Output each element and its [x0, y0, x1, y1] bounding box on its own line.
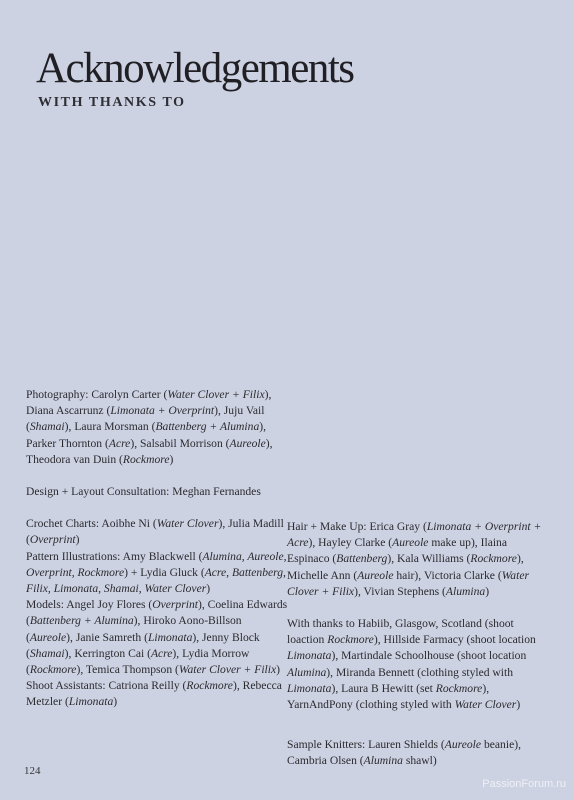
- credit-text: ), Lydia Morrow (: [26, 646, 250, 677]
- credit-project-name: Rockmore: [122, 452, 170, 466]
- credit-photography: [26, 387, 288, 468]
- credit-text: ), Hiroko Aono-Billson (: [26, 614, 242, 644]
- credit-text: Photography: Carolyn Carter (: [26, 388, 168, 401]
- credit-text: ), Vivian Stephens (: [354, 584, 446, 598]
- credit-project-name: Alumina: [363, 754, 403, 768]
- credit-text: ), Diana Ascarrunz (: [26, 388, 272, 418]
- credit-project-name: Alumina, Aureole, Overprint, Rockmore: [26, 549, 287, 579]
- credit-project-name: Battenberg + Alumina: [29, 614, 134, 628]
- credit-text: ): [516, 698, 521, 712]
- credit-models: [26, 597, 288, 678]
- credit-text: ): [276, 663, 281, 677]
- credit-project-name: Rockmore: [29, 663, 77, 677]
- credit-project-name: Water Clover + Filix: [178, 663, 277, 677]
- credit-shoot-assistants: [26, 678, 288, 710]
- credit-text: ), Parker Thornton (: [26, 420, 267, 450]
- credit-project-name: Water Clover + Filix: [167, 388, 265, 401]
- credit-project-name: Rockmore: [186, 679, 233, 693]
- credit-project-name: Acre: [108, 436, 131, 450]
- credit-project-name: Overprint: [152, 598, 198, 612]
- credit-text: ), Salsabil Morrison (: [130, 436, 230, 450]
- credits-right-column: [287, 519, 549, 770]
- credit-project-name: Aureole: [357, 568, 394, 582]
- credit-project-name: Battenberg + Alumina: [155, 420, 260, 434]
- credit-text: ): [113, 695, 118, 709]
- credit-text: ), Martindale Schoolhouse (shoot location: [331, 649, 527, 663]
- credit-locations-thanks: [287, 616, 549, 713]
- page-subtitle: WITH THANKS TO: [38, 95, 186, 110]
- credit-text: ), Miranda Bennett (clothing styled with: [326, 665, 514, 679]
- credit-project-name: Water Clover: [156, 517, 219, 531]
- credit-project-name: Water Clover: [454, 698, 517, 712]
- credit-text: ), Kala Williams (: [387, 552, 471, 566]
- credit-project-name: Aureole: [229, 436, 266, 450]
- credit-sample-knitters: [287, 737, 549, 769]
- credit-text: Crochet Charts: Aoibhe Ni (: [26, 517, 157, 531]
- credit-text: ), Rebecca Metzler (: [26, 679, 282, 709]
- credit-text: ), Theodora van Duin (: [26, 436, 273, 466]
- credit-project-name: Acre: [150, 646, 173, 660]
- credit-project-name: Aureole: [392, 536, 429, 550]
- credit-text: ), YarnAndPony (clothing styled with: [287, 681, 490, 712]
- credit-illustrations: [26, 549, 288, 598]
- credit-project-name: Overprint: [29, 533, 76, 547]
- credit-project-name: Aureole: [444, 738, 482, 752]
- credit-text: ), Hayley Clarke (: [308, 536, 393, 550]
- credit-hair-makeup: [287, 519, 549, 600]
- credit-text: ), Michelle Ann (: [287, 552, 524, 582]
- credit-project-name: Limonata + Overprint + Acre: [287, 520, 542, 550]
- credit-text: Pattern Illustrations: Amy Blackwell (: [26, 549, 203, 563]
- credit-text: ) + Lydia Gluck (: [124, 565, 205, 579]
- page-number: 124: [24, 765, 41, 777]
- credit-text: ), Juju Vail (: [26, 404, 265, 434]
- credit-project-name: Limonata: [287, 649, 332, 663]
- credit-design: [26, 484, 288, 500]
- credit-project-name: Limonata + Overprint: [110, 404, 215, 418]
- credit-project-name: Rockmore: [470, 552, 517, 566]
- credit-project-name: Shamai: [29, 420, 65, 434]
- credit-text: ), Kerrington Cai (: [64, 646, 151, 660]
- credit-text: ): [169, 452, 174, 466]
- credit-text: ), Janie Samreth (: [66, 630, 148, 644]
- credit-crochet-charts: [26, 516, 288, 548]
- credit-project-name: Limonata: [68, 695, 114, 709]
- credit-text: Shoot Assistants: Catriona Reilly (: [26, 679, 187, 693]
- credit-text: With thanks to Habiib, Glasgow, Scotland (shoot loaction: [287, 617, 514, 647]
- credit-project-name: Battenberg: [336, 552, 388, 566]
- credit-project-name: Rockmore: [435, 681, 483, 695]
- credit-project-name: Alumina: [445, 584, 486, 598]
- credit-project-name: Limonata: [287, 681, 332, 695]
- credit-project-name: Acre, Battenberg, Filix, Limonata, Shamai, Water Clover: [26, 565, 286, 596]
- credit-text: ), Jenny Block (: [26, 630, 260, 660]
- credit-text: Models: Angel Joy Flores (: [26, 598, 153, 612]
- credit-text: ), Temica Thompson (: [76, 663, 179, 677]
- watermark: PassionForum.ru: [482, 778, 566, 790]
- credit-text: ), Laura Morsman (: [64, 420, 156, 434]
- credit-text: ): [206, 582, 211, 596]
- credit-text: ), Laura B Hewitt (set: [331, 681, 436, 695]
- credit-text: make up), Ilaina Espinaco (: [287, 536, 507, 566]
- credit-project-name: Limonata: [147, 630, 193, 644]
- credit-text: ), Hillside Farmacy (shoot location: [373, 633, 536, 647]
- credit-project-name: Alumina: [287, 665, 327, 679]
- page-title: Acknowledgements: [36, 45, 354, 92]
- credit-project-name: Shamai: [29, 646, 65, 660]
- credit-project-name: Water Clover + Filix: [287, 568, 529, 598]
- credit-text: hair), Victoria Clarke (: [393, 568, 502, 582]
- credit-text: Design + Layout Consultation: Meghan Fernandes: [26, 485, 261, 499]
- credit-text: ), Coelina Edwards (: [26, 598, 288, 628]
- credit-project-name: Rockmore: [327, 633, 374, 647]
- credits-left-column: [26, 387, 288, 711]
- credit-text: ), Julia Madill (: [26, 517, 284, 547]
- credit-text: Hair + Make Up: Erica Gray (: [287, 520, 427, 533]
- credit-text: shawl): [402, 754, 437, 768]
- credit-project-name: Aureole: [29, 630, 67, 644]
- credit-text: ): [485, 584, 490, 598]
- credit-text: Sample Knitters: Lauren Shields (: [287, 738, 445, 752]
- credit-text: beanie), Cambria Olsen (: [287, 738, 521, 768]
- credit-text: ): [75, 533, 80, 547]
